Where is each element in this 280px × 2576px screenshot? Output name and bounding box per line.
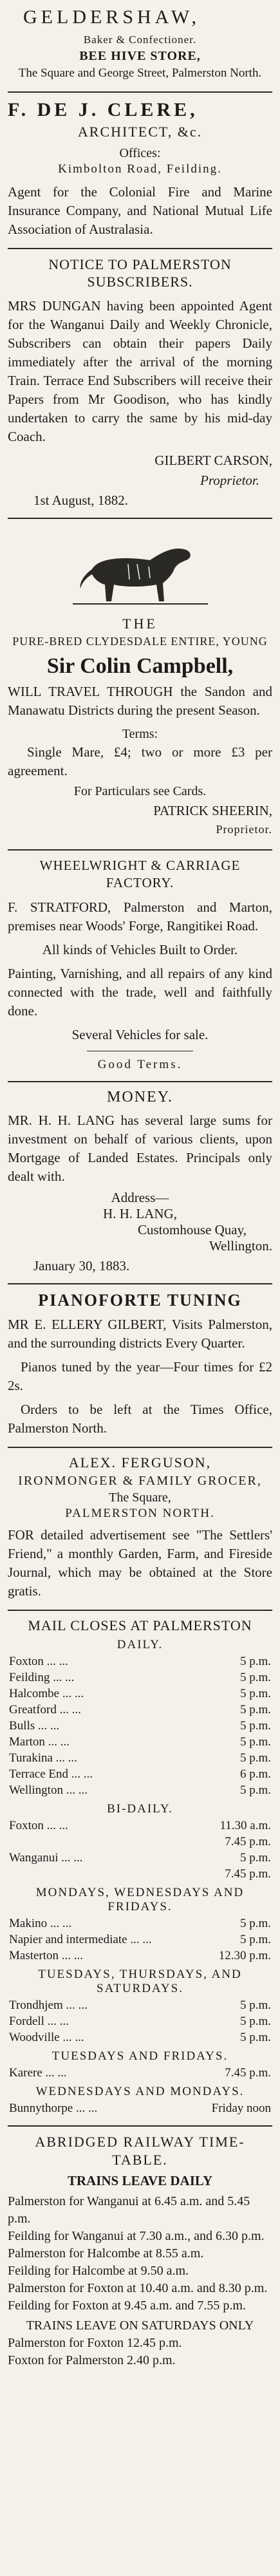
ad-body: Painting, Varnishing, and all repairs of any kind connected with the trade, well and faithfully done. bbox=[8, 966, 272, 1019]
mail-time: 5 p.m. bbox=[239, 2031, 271, 2044]
signature-title: Proprietor. bbox=[200, 473, 259, 488]
train-line: Palmerston for Halcombe at 8.55 a.m. bbox=[8, 2246, 204, 2261]
train-line: Feilding for Wanganui at 7.30 a.m., and 6.30 p.m. bbox=[8, 2229, 265, 2243]
table-row bbox=[8, 1702, 272, 1718]
ad-clere bbox=[8, 93, 272, 249]
mail-section-label: BI-DAILY. bbox=[107, 1802, 173, 1816]
ad-body: MR. H. H. LANG has several large sums for investment on behalf of various clients, upon Mortgage of Landed Estates. Principals only dealt with. bbox=[8, 1113, 272, 1184]
mail-time: 5 p.m. bbox=[239, 1735, 271, 1749]
table-row bbox=[8, 1718, 272, 1734]
table-row bbox=[8, 1866, 272, 1882]
mail-table bbox=[8, 1997, 272, 2045]
particulars: For Particulars see Cards. bbox=[73, 784, 207, 798]
mail-table bbox=[8, 1818, 272, 1882]
ad-heading: WHEELWRIGHT & CARRIAGE FACTORY. bbox=[39, 858, 241, 890]
mail-place: Bunnythorpe ... ... bbox=[9, 2101, 98, 2115]
ad-heading: PIANOFORTE TUNING bbox=[38, 1291, 242, 1310]
table-row bbox=[8, 2013, 272, 2029]
train-lines bbox=[8, 2193, 272, 2369]
mail-time: 5 p.m. bbox=[239, 1655, 271, 1668]
railway-timetable bbox=[8, 2127, 272, 2378]
offices-label: Offices: bbox=[119, 146, 161, 160]
ad-address: PALMERSTON NORTH. bbox=[65, 1507, 215, 1520]
mail-place bbox=[8, 1866, 163, 1882]
ad-lang bbox=[8, 1082, 272, 1284]
ad-subheading: TRAINS LEAVE DAILY bbox=[67, 2173, 213, 2188]
store-name: BEE HIVE STORE, bbox=[79, 49, 201, 63]
mail-place: Fordell ... ... bbox=[9, 2015, 69, 2028]
ad-clydesdale bbox=[8, 519, 272, 851]
mail-time: 5 p.m. bbox=[239, 1998, 271, 2012]
mail-place: Makino ... ... bbox=[9, 1917, 72, 1930]
mail-table bbox=[8, 1915, 272, 1964]
table-row bbox=[8, 1766, 272, 1782]
ad-notice bbox=[8, 249, 272, 519]
train-line: Palmerston for Wanganui at 6.45 a.m. and 5.45 p.m. bbox=[8, 2194, 250, 2226]
mail-place: Turakina ... ... bbox=[9, 1751, 77, 1765]
mail-place: Wellington ... ... bbox=[9, 1783, 88, 1797]
mail-table bbox=[8, 1653, 272, 1798]
mail-time: 5 p.m. bbox=[239, 1719, 271, 1733]
signature: PATRICK SHEERIN, bbox=[153, 803, 272, 818]
mail-table bbox=[8, 2065, 272, 2081]
ad-heading: MONEY. bbox=[107, 1089, 173, 1105]
table-row bbox=[8, 1686, 272, 1702]
mail-place: Terrace End ... ... bbox=[9, 1767, 93, 1781]
ad-date: 1st August, 1882. bbox=[33, 493, 129, 508]
mail-place: Napier and intermediate ... ... bbox=[9, 1933, 152, 1946]
horse-illustration bbox=[73, 538, 208, 609]
mail-place: Trondhjem ... ... bbox=[9, 1998, 88, 2012]
ad-title: GELDERSHAW, bbox=[23, 6, 200, 28]
ad-geldershaw bbox=[8, 0, 272, 93]
train-line: TRAINS LEAVE ON SATURDAYS ONLY bbox=[26, 2318, 254, 2333]
table-row bbox=[8, 1834, 272, 1850]
table-row bbox=[8, 1915, 272, 1932]
table-row bbox=[8, 1850, 272, 1866]
train-line: Foxton for Palmerston 2.40 p.m. bbox=[8, 2353, 176, 2367]
mail-time: 12.30 p.m. bbox=[218, 1949, 271, 1962]
ad-heading: NOTICE TO PALMERSTON SUBSCRIBERS. bbox=[48, 256, 232, 290]
mail-time: 5 p.m. bbox=[239, 1703, 271, 1716]
ad-stratford bbox=[8, 851, 272, 1082]
table-row bbox=[8, 2100, 272, 2116]
address-label: Address— bbox=[111, 1190, 169, 1205]
mail-time: 5 p.m. bbox=[239, 1687, 271, 1700]
mail-time: 7.45 p.m. bbox=[225, 2066, 271, 2080]
ad-body: Pianos tuned by the year—Four times for £2 2s. bbox=[8, 1359, 272, 1393]
mail-place: Foxton ... ... bbox=[9, 1819, 68, 1832]
mail-place: Bulls ... ... bbox=[9, 1719, 60, 1733]
ad-profession: ARCHITECT, &c. bbox=[77, 124, 203, 140]
ad-the: THE bbox=[122, 616, 158, 632]
table-row bbox=[8, 1669, 272, 1686]
train-line: Feilding for Halcombe at 9.50 a.m. bbox=[8, 2264, 189, 2278]
ad-address: Customhouse Quay, bbox=[138, 1222, 247, 1237]
mail-place: Wanganui ... ... bbox=[9, 1851, 83, 1865]
ad-body: WILL TRAVEL THROUGH the Sandon and Manawatu Districts during the present Season. bbox=[8, 684, 272, 718]
ad-address: The Square and George Street, Palmerston North. bbox=[18, 66, 262, 80]
mail-place: Greatford ... ... bbox=[9, 1703, 81, 1716]
mail-section-label: WEDNESDAYS AND MONDAYS. bbox=[35, 2085, 245, 2098]
mail-place: Masterton ... ... bbox=[9, 1949, 84, 1962]
ad-body: MR E. ELLERY GILBERT, Visits Palmerston, and the surrounding districts Every Quarter. bbox=[8, 1317, 272, 1351]
mail-section-label: TUESDAYS, THURSDAYS, AND SATURDAYS. bbox=[38, 1968, 242, 1995]
mail-time: Friday noon bbox=[211, 2101, 271, 2115]
table-row bbox=[8, 1653, 272, 1669]
ad-title: ALEX. FERGUSON, bbox=[68, 1454, 212, 1471]
ad-body: Agent for the Colonial Fire and Marine Insurance Company, and National Mutual Life Association of Australasia. bbox=[8, 184, 272, 237]
table-row bbox=[8, 2029, 272, 2045]
ad-title: F. DE J. CLERE, bbox=[8, 99, 198, 120]
mail-place: Woodville ... ... bbox=[9, 2031, 84, 2044]
ad-address: The Square, bbox=[109, 1490, 171, 1505]
train-line: Feilding for Foxton at 9.45 a.m. and 7.55 p.m. bbox=[8, 2299, 246, 2313]
mail-time: 5 p.m. bbox=[239, 1783, 271, 1797]
mail-section-label: MONDAYS, WEDNESDAYS AND FRIDAYS. bbox=[35, 1886, 245, 1913]
ad-trade: IRONMONGER & FAMILY GROCER, bbox=[18, 1474, 262, 1488]
ad-pianoforte bbox=[8, 1284, 272, 1448]
ad-subtitle: PURE-BRED CLYDESDALE ENTIRE, YOUNG bbox=[12, 635, 268, 648]
ad-body: Several Vehicles for sale. bbox=[71, 1027, 209, 1042]
mail-time: 6 p.m. bbox=[239, 1767, 271, 1781]
mail-time: 7.45 p.m. bbox=[225, 1835, 271, 1848]
ad-heading: ABRIDGED RAILWAY TIME-TABLE. bbox=[35, 2134, 245, 2168]
signature: H. H. LANG, bbox=[103, 1206, 177, 1221]
mail-table bbox=[8, 2100, 272, 2116]
table-row bbox=[8, 1932, 272, 1948]
mail-place: Foxton ... ... bbox=[9, 1655, 68, 1668]
ad-body: All kinds of Vehicles Built to Order. bbox=[42, 942, 238, 957]
mail-section-label: TUESDAYS AND FRIDAYS. bbox=[51, 2049, 229, 2063]
table-row bbox=[8, 1750, 272, 1766]
mail-place: Marton ... ... bbox=[9, 1735, 70, 1749]
ad-body: FOR detailed advertisement see "The Settlers' Friend," a monthly Garden, Farm, and Fireside Journal, which may be obtained at the Store gratis. bbox=[8, 1527, 272, 1599]
train-line: Palmerston for Foxton at 10.40 a.m. and 8.30 p.m. bbox=[8, 2281, 268, 2295]
table-row bbox=[8, 1734, 272, 1750]
mail-section-label: DAILY. bbox=[117, 1638, 163, 1651]
mail-time: 5 p.m. bbox=[239, 1671, 271, 1684]
table-row bbox=[8, 1948, 272, 1964]
mail-sections bbox=[8, 1638, 272, 2116]
ad-ferguson bbox=[8, 1448, 272, 1611]
horse-name: Sir Colin Campbell, bbox=[46, 654, 234, 678]
ad-date: January 30, 1883. bbox=[33, 1258, 130, 1274]
ad-address: Kimbolton Road, Feilding. bbox=[58, 162, 222, 176]
mail-time: 5 p.m. bbox=[239, 1917, 271, 1930]
ad-body: F. STRATFORD, Palmerston and Marton, premises near Woods' Forge, Rangitikei Road. bbox=[8, 899, 272, 934]
mail-place: Feilding ... ... bbox=[9, 1671, 75, 1684]
table-row bbox=[8, 1997, 272, 2013]
mail-timetable bbox=[8, 1611, 272, 2127]
mail-place: Karere ... ... bbox=[9, 2066, 67, 2080]
ad-trade: Baker & Confectioner. bbox=[83, 33, 197, 46]
mail-time: 11.30 a.m. bbox=[219, 1819, 271, 1832]
signature: GILBERT CARSON, bbox=[154, 453, 272, 468]
terms-label: Terms: bbox=[122, 727, 158, 741]
signature-title: Proprietor. bbox=[216, 823, 272, 836]
table-row bbox=[8, 1782, 272, 1798]
mail-place bbox=[8, 1834, 163, 1850]
mail-time: 5 p.m. bbox=[239, 1751, 271, 1765]
terms-text: Good Terms. bbox=[97, 1058, 183, 1071]
table-row bbox=[8, 2065, 272, 2081]
ad-body: MRS DUNGAN having been appointed Agent for the Wanganui Daily and Weekly Chronicle, Subscribers can obtain their papers Daily immediately after the arrival of the morning Train. Terrace End Subscribers will receive their Papers from Mr Goodison, who has kindly undertaken to carry the same by his mid-day Coach. bbox=[8, 298, 272, 444]
mail-time: 5 p.m. bbox=[239, 2015, 271, 2028]
table-row bbox=[8, 1818, 272, 1834]
mail-time: 5 p.m. bbox=[239, 1933, 271, 1946]
mail-place: Halcombe ... ... bbox=[9, 1687, 84, 1700]
terms-text: Single Mare, £4; two or more £3 per agreement. bbox=[8, 744, 272, 778]
ad-body: Orders to be left at the Times Office, Palmerston North. bbox=[8, 1402, 272, 1436]
train-line: Palmerston for Foxton 12.45 p.m. bbox=[8, 2336, 182, 2350]
ad-address: Wellington. bbox=[209, 1238, 272, 1254]
mail-time: 7.45 p.m. bbox=[225, 1867, 271, 1881]
ad-heading: MAIL CLOSES AT PALMERSTON bbox=[28, 1617, 252, 1633]
mail-time: 5 p.m. bbox=[239, 1851, 271, 1865]
